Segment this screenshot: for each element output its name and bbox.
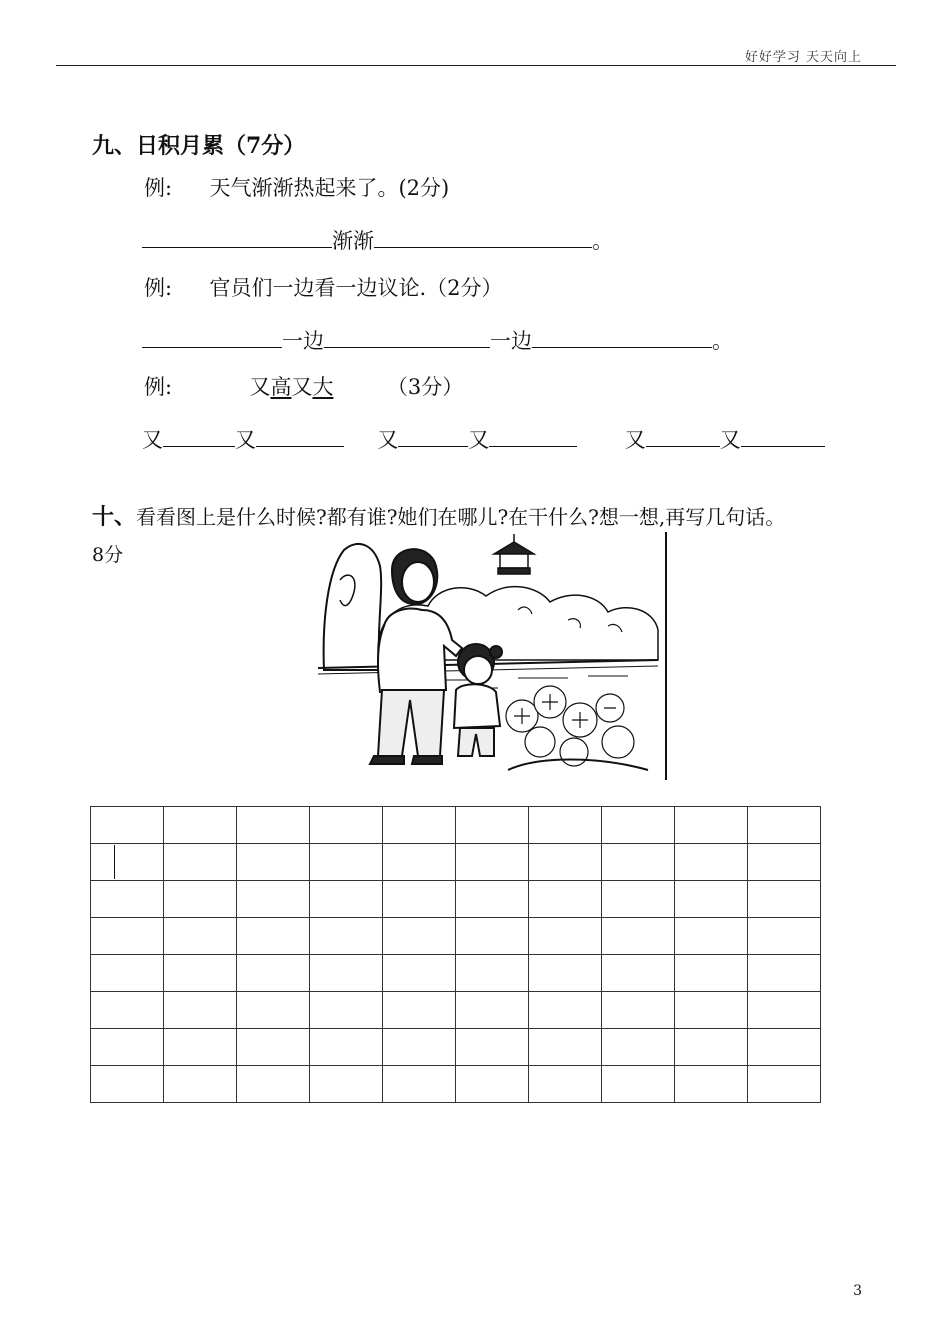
grid-cell[interactable] [91,1066,164,1103]
grid-cell[interactable] [164,881,237,918]
example2-prefix: 例: [144,276,173,300]
grid-cell[interactable] [748,992,821,1029]
grid-cell[interactable] [602,955,675,992]
you-char: 又 [142,428,163,452]
grid-cell[interactable] [456,992,529,1029]
blank[interactable] [489,428,577,447]
fill-word-yibian-2: 一边 [490,329,532,353]
blank[interactable] [256,428,344,447]
blank[interactable] [646,428,720,447]
grid-cell[interactable] [748,881,821,918]
grid-cell[interactable] [748,1066,821,1103]
grid-row [91,881,821,918]
grid-cell[interactable] [602,844,675,881]
grid-cell[interactable] [237,1029,310,1066]
you-char: 又 [377,428,399,452]
grid-cell[interactable] [529,807,602,844]
fill-line-3 [142,428,825,451]
grid-row [91,844,821,881]
grid-cell[interactable] [602,1029,675,1066]
example3 [144,377,463,398]
section10-prompt: 看看图上是什么时候?都有谁?她们在哪儿?在干什么?想一想,再写几句话。 [136,505,786,529]
header-rule [56,65,896,66]
blank[interactable] [532,329,712,348]
grid-cell[interactable] [91,955,164,992]
grid-cell[interactable] [237,918,310,955]
fill-line-2 [142,329,733,352]
grid-row [91,807,821,844]
grid-row [91,992,821,1029]
blank[interactable] [398,428,468,447]
grid-cell[interactable] [310,844,383,881]
grid-cell[interactable] [602,992,675,1029]
grid-cell[interactable] [529,955,602,992]
grid-cell[interactable] [602,881,675,918]
blank[interactable] [324,329,490,348]
grid-cell[interactable] [602,807,675,844]
grid-cell[interactable] [164,807,237,844]
blank[interactable] [163,428,235,447]
grid-cell[interactable] [675,918,748,955]
child-figure [454,644,502,756]
pavilion [494,534,534,574]
blank[interactable] [374,229,592,248]
grid-cell[interactable] [456,1029,529,1066]
example1-sentence: 天气渐渐热起来了。(2分) [209,176,450,200]
grid-cell[interactable] [456,844,529,881]
example1 [144,178,449,199]
grid-cell[interactable] [456,807,529,844]
text-cursor-mark [114,845,115,879]
example2-sentence: 官员们一边看一边议论.（2分） [209,276,503,300]
grid-cell[interactable] [602,1066,675,1103]
grid-cell[interactable] [602,918,675,955]
grid-cell[interactable] [383,918,456,955]
grid-cell[interactable] [529,1029,602,1066]
grid-row [91,1029,821,1066]
grid-cell[interactable] [529,844,602,881]
grid-cell[interactable] [310,807,383,844]
example3-gao: 高 [270,375,292,399]
grid-cell[interactable] [383,807,456,844]
blank[interactable] [142,329,282,348]
page-number: 3 [853,1283,862,1299]
grid-cell[interactable] [164,918,237,955]
grid-cell[interactable] [164,955,237,992]
grid-row [91,918,821,955]
grid-cell[interactable] [675,955,748,992]
grid-cell[interactable] [164,844,237,881]
chrysanthemums [506,686,648,770]
blank[interactable] [142,229,332,248]
fill-line-1 [142,229,613,252]
grid-cell[interactable] [456,1066,529,1103]
you-char: 又 [235,428,256,452]
grid-cell[interactable] [529,918,602,955]
grid-row [91,955,821,992]
grid-cell[interactable] [91,918,164,955]
grid-cell[interactable] [91,1029,164,1066]
grid-cell[interactable] [237,992,310,1029]
grid-cell[interactable] [91,992,164,1029]
grid-cell[interactable] [383,992,456,1029]
section10-prompt-line [92,500,785,531]
grid-cell[interactable] [748,918,821,955]
grid-cell[interactable] [456,881,529,918]
grid-cell[interactable] [748,844,821,881]
grid-cell[interactable] [164,1029,237,1066]
example3-score: （3分） [386,375,464,399]
fill-word-yibian-1: 一边 [282,329,324,353]
section10-score: 8分 [92,544,124,566]
example3-you-1: 又 [249,375,271,399]
grid-cell[interactable] [310,1029,383,1066]
grid-cell[interactable] [310,881,383,918]
writing-grid [90,806,821,1103]
example2 [144,278,503,299]
example3-you-2: 又 [291,375,313,399]
grid-cell[interactable] [164,992,237,1029]
section10-number: 十、 [92,504,137,530]
grid-cell[interactable] [529,992,602,1029]
grid-cell[interactable] [237,955,310,992]
blank[interactable] [741,428,825,447]
grid-cell[interactable] [675,881,748,918]
period: 。 [712,329,733,353]
grid-cell[interactable] [529,881,602,918]
you-char: 又 [468,428,490,452]
header-motto: 好好学习 天天向上 [744,50,862,65]
grid-cell[interactable] [383,1029,456,1066]
grid-cell[interactable] [456,918,529,955]
grid-cell[interactable] [91,807,164,844]
grid-cell[interactable] [383,881,456,918]
grid-cell[interactable] [383,1066,456,1103]
grid-cell[interactable] [383,844,456,881]
rock [324,544,382,670]
you-char: 又 [719,428,741,452]
grid-cell[interactable] [675,992,748,1029]
grid-cell[interactable] [675,844,748,881]
grid-cell[interactable] [91,881,164,918]
grid-cell[interactable] [237,807,310,844]
grid-cell[interactable] [675,807,748,844]
grid-cell[interactable] [310,1066,383,1103]
grid-cell[interactable] [237,844,310,881]
period: 。 [592,229,613,253]
grid-cell[interactable] [237,881,310,918]
grid-cell[interactable] [675,1029,748,1066]
grid-cell[interactable] [91,844,164,881]
grid-row [91,1066,821,1103]
grid-cell[interactable] [748,807,821,844]
grid-cell[interactable] [748,1029,821,1066]
grid-cell[interactable] [456,955,529,992]
grid-cell[interactable] [529,1066,602,1103]
example1-prefix: 例: [144,176,173,200]
grid-cell[interactable] [310,992,383,1029]
grid-cell[interactable] [310,955,383,992]
grid-cell[interactable] [310,918,383,955]
illustration-mother-child-chrysanthemums [318,530,668,782]
grid-cell[interactable] [237,1066,310,1103]
grid-cell[interactable] [383,955,456,992]
section9-title: 九、日积月累（7分） [92,133,306,159]
example3-prefix: 例: [144,375,173,399]
grid-cell[interactable] [164,1066,237,1103]
grid-cell[interactable] [675,1066,748,1103]
example3-da: 大 [312,375,334,399]
grid-cell[interactable] [748,955,821,992]
fill-word-jianjian: 渐渐 [332,229,374,253]
you-char: 又 [624,428,646,452]
